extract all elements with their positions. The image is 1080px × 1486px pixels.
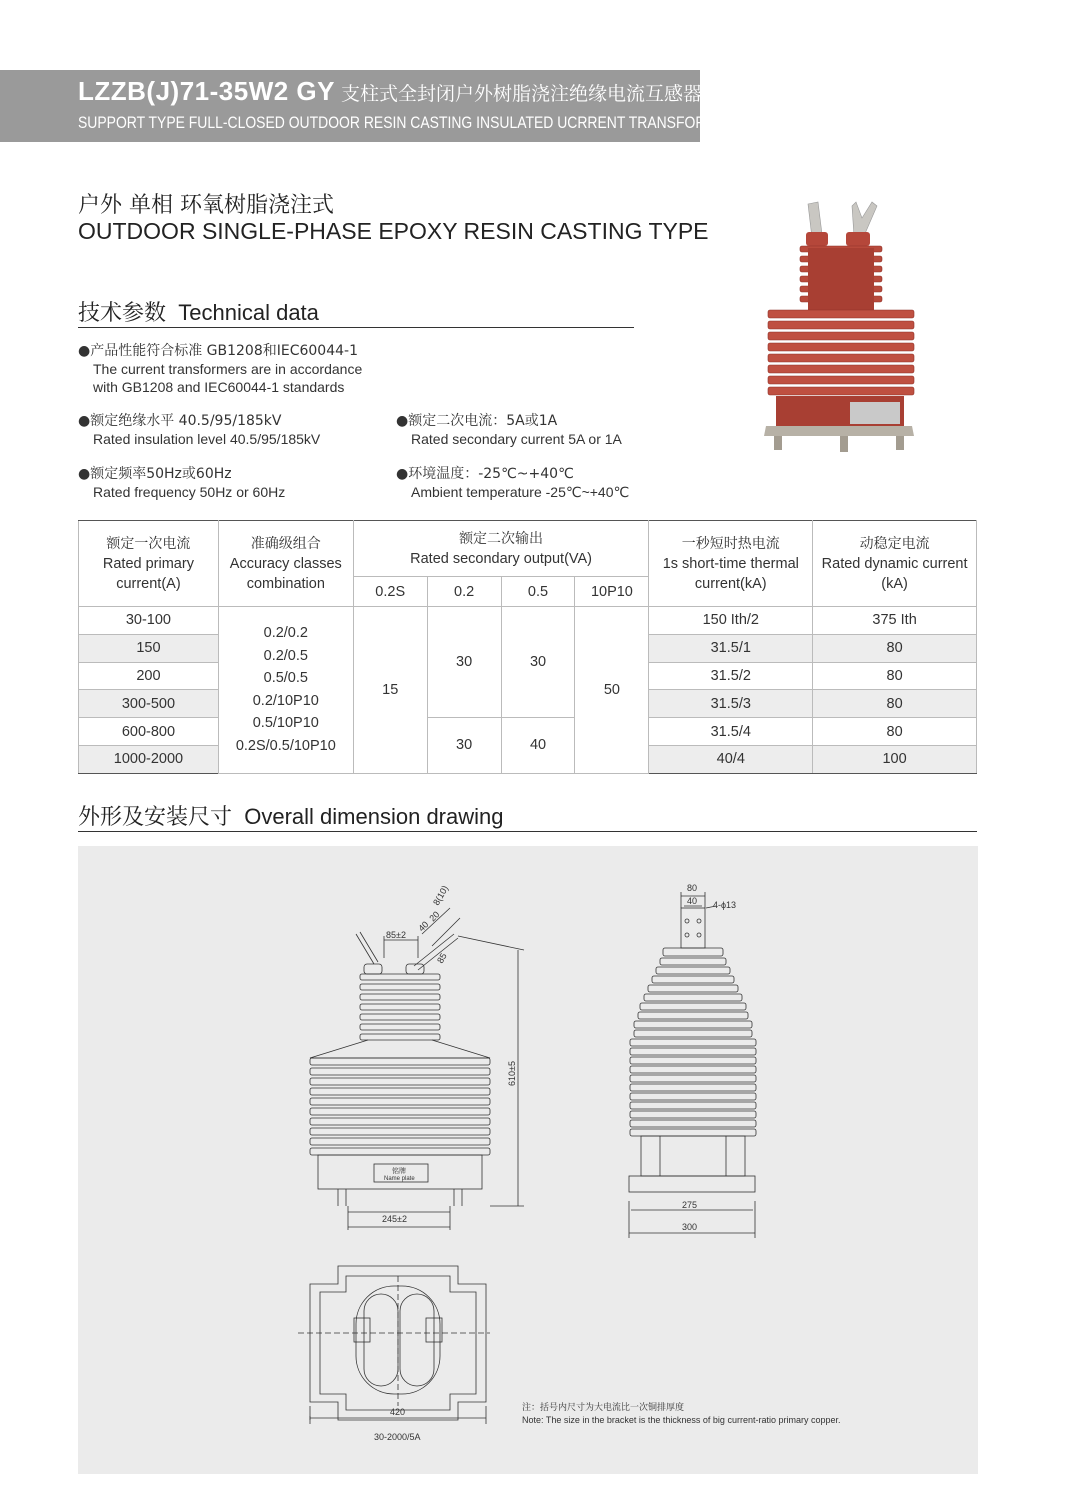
note-cn: 注：括号内尺寸为大电流比一次铜排厚度 — [522, 1403, 685, 1413]
product-photo — [760, 198, 920, 456]
drawing-note — [522, 1402, 840, 1426]
tech-title-cn: 技术参数 — [78, 301, 167, 326]
model-number: LZZB(J)71-35W2 GY — [78, 76, 335, 106]
header-primary: 额定一次电流 Rated primary current(A) — [79, 521, 219, 607]
tech-title — [78, 296, 319, 327]
spec-table — [78, 520, 977, 774]
subtitle-cn: 户外 单相 环氧树脂浇注式 — [78, 193, 334, 218]
note-en: Note: The size in the bracket is the thickness of big current-ratio primary copper. — [522, 1415, 841, 1425]
dim-80: 80 — [687, 883, 698, 893]
bullet-temperature: ●环境温度：-25℃~+40℃ Ambient temperature -25℃~+40℃ — [396, 466, 630, 500]
bullet-frequency: ●额定频率50Hz或60Hz Rated frequency 50Hz or 60Hz — [78, 466, 286, 500]
dim-275: 275 — [682, 1200, 698, 1210]
table-row: 200 31.5/2 80 — [79, 662, 977, 690]
bullet-secondary-current: ●额定二次电流：5A或1A Rated secondary current 5A or 1A — [396, 413, 622, 447]
dim-420: 420 — [390, 1407, 406, 1417]
table-row: 300-500 31.5/3 80 — [79, 690, 977, 718]
output-02s: 15 — [353, 607, 427, 774]
dim-20: 20 — [427, 909, 442, 924]
output-02-b: 30 — [427, 718, 501, 774]
drawing-title-cn: 外形及安装尺寸 — [78, 805, 233, 830]
header-output: 额定二次输出 Rated secondary output(VA) — [353, 521, 649, 577]
header-dynamic: 动稳定电流 Rated dynamic current (kA) — [813, 521, 977, 607]
dim-85b: 85 — [435, 951, 449, 965]
table-row: 1000-2000 40/4 100 — [79, 745, 977, 773]
drawing-svg — [78, 846, 978, 1474]
nameplate-en: Name plate — [384, 1176, 415, 1182]
output-02-a: 30 — [427, 607, 501, 718]
drawing-title — [78, 800, 503, 831]
dim-ratio: 30-2000/5A — [374, 1432, 421, 1442]
terminal-left-line — [356, 934, 374, 964]
dimension-drawing — [78, 846, 978, 1474]
dim-85: 85±2 — [386, 930, 406, 940]
dim-40: 40 — [416, 919, 431, 934]
dim-8-10: 8(10) — [431, 883, 451, 907]
dim-245: 245±2 — [382, 1214, 407, 1224]
bullet-standard: ●产品性能符合标准 GB1208和IEC60044-1 The current transformers are in accordance with GB1208 and IEC60044-1 standards — [78, 343, 363, 395]
header-thermal: 一秒短时热电流 1s short-time thermal current(kA) — [649, 521, 813, 607]
header-title — [78, 76, 702, 107]
title-en: SUPPORT TYPE FULL-CLOSED OUTDOOR RESIN CASTING INSULATED UCRRENT TRANSFORMER — [78, 113, 737, 132]
dim-40-side: 40 — [687, 896, 698, 906]
output-05-a: 30 — [501, 607, 575, 718]
dim-300: 300 — [682, 1222, 698, 1232]
header-out-05: 0.5 — [501, 577, 575, 607]
nameplate-cn: 铭牌 — [392, 1168, 406, 1175]
output-05-b: 40 — [501, 718, 575, 774]
side-terminal — [681, 908, 705, 948]
table-row: 150 31.5/1 80 — [79, 634, 977, 662]
header-out-02s: 0.2S — [353, 577, 427, 607]
header-out-10p10: 10P10 — [575, 577, 649, 607]
drawing-title-en: Overall dimension drawing — [244, 804, 504, 829]
table-row: 600-800 30 40 31.5/4 80 — [79, 718, 977, 746]
table-row: 30-100 0.2/0.2 0.2/0.5 0.5/0.5 0.2/10P10 0.5/10P10 0.2S/0.5/10P10 15 30 30 50 150 Ith/2 375 Ith — [79, 607, 977, 635]
title-cn: 支柱式全封闭户外树脂浇注绝缘电流互感器 — [341, 83, 703, 105]
subtitle-en: OUTDOOR SINGLE-PHASE EPOXY RESIN CASTING TYPE — [78, 218, 709, 244]
tech-title-en: Technical data — [178, 300, 319, 325]
bullet-insulation: ●额定绝缘水平 40.5/95/185kV Rated insulation level 40.5/95/185kV — [78, 413, 321, 447]
dim-holes: 4-ϕ13 — [713, 900, 737, 910]
header-out-02: 0.2 — [427, 577, 501, 607]
accuracy-classes: 0.2/0.2 0.2/0.5 0.5/0.5 0.2/10P10 0.5/10P10 0.2S/0.5/10P10 — [218, 607, 353, 774]
tech-divider — [78, 327, 634, 328]
header-accuracy: 准确级组合 Accuracy classes combination — [218, 521, 353, 607]
drawing-divider — [78, 831, 977, 832]
output-10p10: 50 — [575, 607, 649, 774]
dim-610: 610±5 — [507, 1061, 517, 1086]
